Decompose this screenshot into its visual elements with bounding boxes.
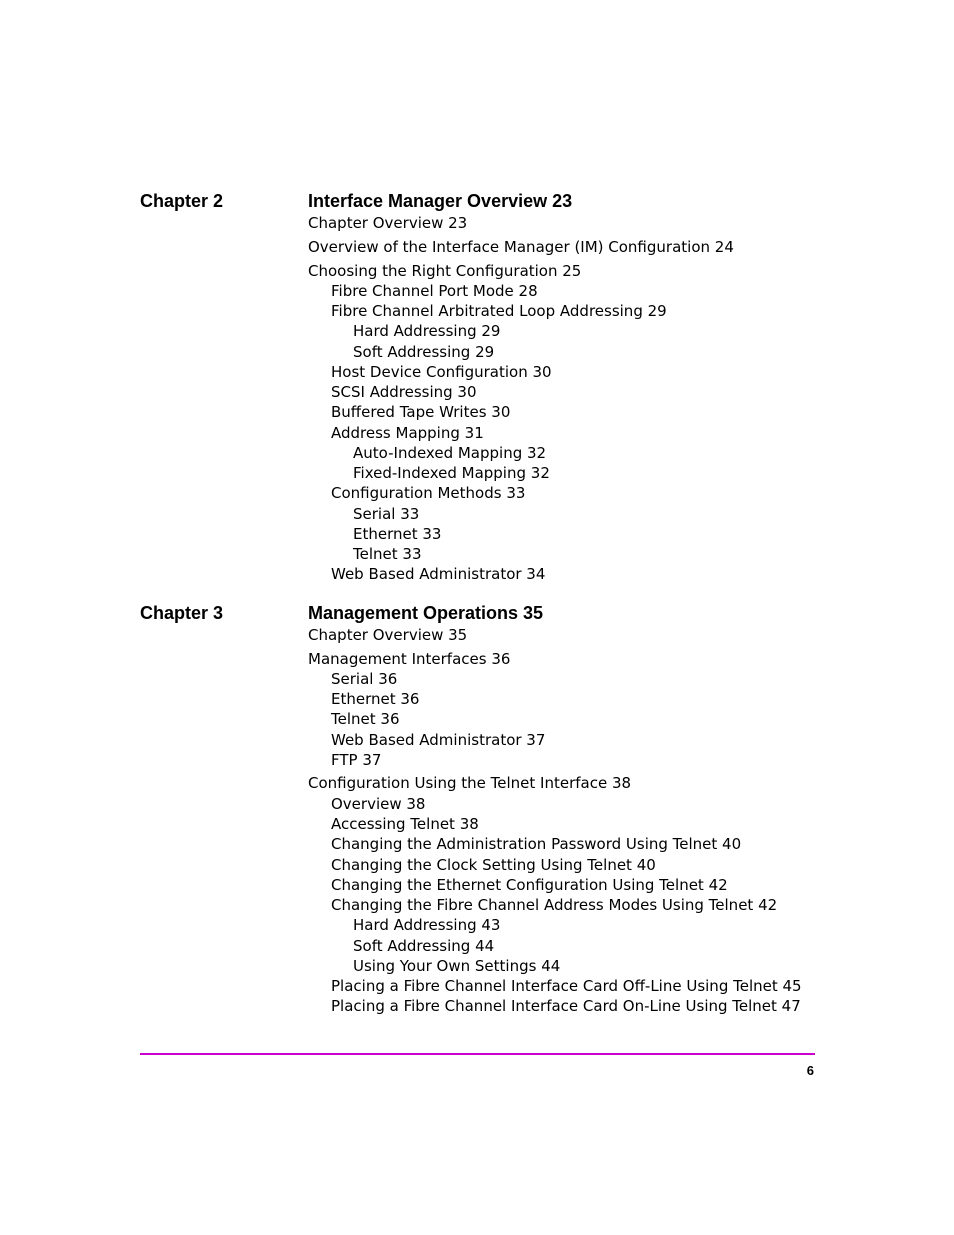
toc-entry-level-2[interactable]: Telnet 36 xyxy=(331,710,400,728)
toc-entry-level-1[interactable]: Management Interfaces 36 xyxy=(308,650,511,668)
toc-entry-level-2[interactable]: Changing the Fibre Channel Address Modes Using Telnet 42 xyxy=(331,896,778,914)
toc-entry-level-1[interactable]: Chapter Overview 35 xyxy=(308,626,468,644)
toc-entry-level-3[interactable]: Fixed-Indexed Mapping 32 xyxy=(353,464,550,482)
toc-entry-level-1[interactable]: Configuration Using the Telnet Interface 38 xyxy=(308,774,632,792)
toc-entry-level-2[interactable]: Address Mapping 31 xyxy=(331,424,484,442)
toc-entry-level-2[interactable]: Configuration Methods 33 xyxy=(331,484,526,502)
toc-entry-level-3[interactable]: Hard Addressing 29 xyxy=(353,322,501,340)
toc-entry-level-3[interactable]: Ethernet 33 xyxy=(353,525,442,543)
toc-entry-level-2[interactable]: Web Based Administrator 37 xyxy=(331,731,546,749)
toc-entry-level-1[interactable]: Choosing the Right Configuration 25 xyxy=(308,262,582,280)
toc-entry-level-2[interactable]: Changing the Administration Password Using Telnet 40 xyxy=(331,835,742,853)
toc-entry-level-2[interactable]: Changing the Clock Setting Using Telnet 40 xyxy=(331,856,656,874)
toc-entry-level-3[interactable]: Serial 33 xyxy=(353,505,420,523)
toc-entry-level-2[interactable]: Ethernet 36 xyxy=(331,690,420,708)
toc-entry-level-3[interactable]: Auto-Indexed Mapping 32 xyxy=(353,444,547,462)
toc-entry-level-2[interactable]: Serial 36 xyxy=(331,670,398,688)
toc-entry-level-2[interactable]: Accessing Telnet 38 xyxy=(331,815,479,833)
toc-entry-level-2[interactable]: FTP 37 xyxy=(331,751,382,769)
toc-entry-level-3[interactable]: Soft Addressing 29 xyxy=(353,343,495,361)
chapter-title[interactable]: Interface Manager Overview 23 xyxy=(308,191,573,211)
toc-entry-level-2[interactable]: Changing the Ethernet Configuration Using Telnet 42 xyxy=(331,876,728,894)
toc-entry-level-1[interactable]: Overview of the Interface Manager (IM) Configuration 24 xyxy=(308,238,734,256)
toc-entry-level-3[interactable]: Using Your Own Settings 44 xyxy=(353,957,561,975)
toc-entry-level-1[interactable]: Chapter Overview 23 xyxy=(308,214,468,232)
chapter-title[interactable]: Management Operations 35 xyxy=(308,603,544,623)
toc-entry-level-3[interactable]: Soft Addressing 44 xyxy=(353,937,495,955)
toc-entry-level-2[interactable]: Placing a Fibre Channel Interface Card Off-Line Using Telnet 45 xyxy=(331,977,802,995)
chapter-label: Chapter 2 xyxy=(140,191,224,211)
toc-entry-level-2[interactable]: Placing a Fibre Channel Interface Card On-Line Using Telnet 47 xyxy=(331,997,801,1015)
toc-entry-level-2[interactable]: Overview 38 xyxy=(331,795,426,813)
toc-entry-level-2[interactable]: Fibre Channel Port Mode 28 xyxy=(331,282,538,300)
chapter-label: Chapter 3 xyxy=(140,603,224,623)
page-number: 6 xyxy=(806,1063,814,1078)
toc-entry-level-3[interactable]: Telnet 33 xyxy=(353,545,422,563)
toc-entry-level-2[interactable]: Fibre Channel Arbitrated Loop Addressing 29 xyxy=(331,302,667,320)
toc-entry-level-2[interactable]: Buffered Tape Writes 30 xyxy=(331,403,511,421)
toc-entry-level-2[interactable]: Host Device Configuration 30 xyxy=(331,363,552,381)
toc-entry-level-2[interactable]: Web Based Administrator 34 xyxy=(331,565,546,583)
toc-entry-level-3[interactable]: Hard Addressing 43 xyxy=(353,916,501,934)
footer-rule xyxy=(140,1053,815,1055)
toc-entry-level-2[interactable]: SCSI Addressing 30 xyxy=(331,383,477,401)
